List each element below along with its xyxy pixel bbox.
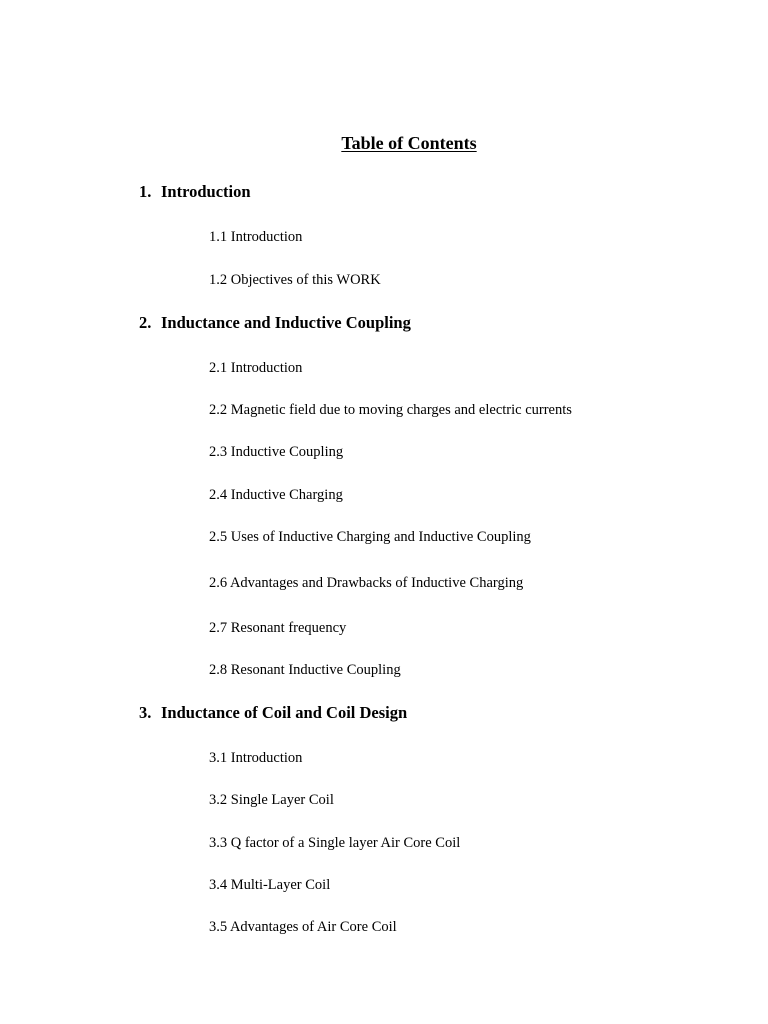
toc-entry: 3.5 Advantages of Air Core Coil	[209, 919, 397, 935]
chapter-heading	[139, 181, 251, 203]
chapter-heading	[139, 312, 411, 334]
toc-entry: 2.2 Magnetic field due to moving charges and electric currents	[209, 402, 572, 418]
toc-entry: 1.2 Objectives of this WORK	[209, 272, 381, 288]
toc-entry: 3.2 Single Layer Coil	[209, 792, 334, 808]
toc-entry: 3.4 Multi-Layer Coil	[209, 877, 331, 893]
chapter-heading	[139, 702, 407, 724]
toc-entry: 2.1 Introduction	[209, 360, 303, 376]
chapter-title: Inductance of Coil and Coil Design	[161, 703, 408, 722]
toc-entry: 3.1 Introduction	[209, 750, 303, 766]
toc-entry: 2.6 Advantages and Drawbacks of Inductive Charging	[209, 575, 524, 591]
toc-entry: 3.3 Q factor of a Single layer Air Core Coil	[209, 835, 461, 851]
toc-entry: 2.4 Inductive Charging	[209, 487, 343, 503]
chapter-number: 2.	[139, 313, 152, 332]
toc-entry: 1.1 Introduction	[209, 229, 303, 245]
chapter-title: Introduction	[161, 182, 251, 201]
toc-entry: 2.5 Uses of Inductive Charging and Inductive Coupling	[209, 529, 531, 545]
chapter-title: Inductance and Inductive Coupling	[161, 313, 411, 332]
toc-entry: 2.7 Resonant frequency	[209, 620, 347, 636]
toc-entry: 2.3 Inductive Coupling	[209, 444, 344, 460]
toc-entry: 2.8 Resonant Inductive Coupling	[209, 662, 401, 678]
chapter-number: 3.	[139, 703, 152, 722]
chapter-number: 1.	[139, 182, 152, 201]
page-title: Table of Contents	[341, 133, 477, 153]
